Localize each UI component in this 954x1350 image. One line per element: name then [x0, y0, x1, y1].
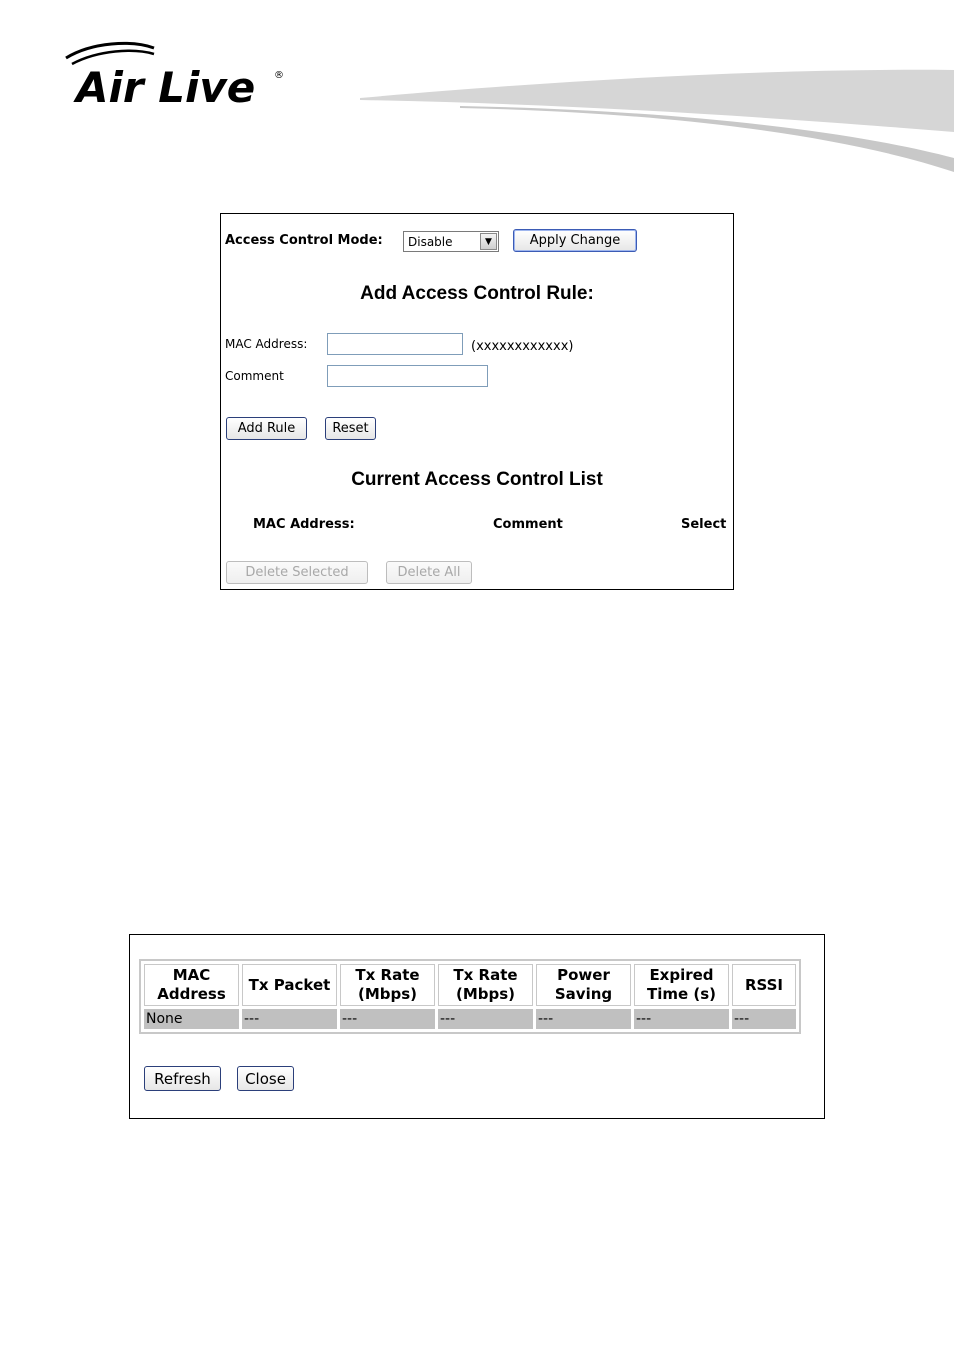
- column-select: Select: [681, 517, 727, 532]
- add-rule-heading: Add Access Control Rule:: [360, 283, 594, 304]
- column-comment: Comment: [493, 517, 563, 532]
- mac-address-label: MAC Address:: [225, 337, 308, 351]
- delete-selected-button[interactable]: Delete Selected: [226, 561, 368, 584]
- chevron-down-icon[interactable]: ▼: [480, 233, 497, 250]
- comment-label: Comment: [225, 369, 284, 383]
- access-control-panel: [220, 213, 734, 590]
- reset-button[interactable]: Reset: [325, 417, 376, 440]
- apply-change-button[interactable]: Apply Change: [513, 229, 637, 252]
- comment-input[interactable]: [327, 365, 488, 387]
- table-row: [144, 1009, 796, 1029]
- mac-address-input[interactable]: [327, 333, 463, 355]
- cell-power-saving: ---: [536, 1009, 631, 1029]
- airlive-logo: [62, 40, 292, 110]
- table-header-row: [144, 964, 796, 1006]
- cell-tx-packet: ---: [242, 1009, 337, 1029]
- header-tx-rate: Tx Rate (Mbps): [340, 964, 435, 1006]
- cell-expired-time: ---: [634, 1009, 729, 1029]
- svg-text:®: ®: [274, 70, 284, 81]
- header-tx-rate-2: Tx Rate (Mbps): [438, 964, 533, 1006]
- refresh-button[interactable]: Refresh: [144, 1066, 221, 1091]
- mode-selected-value: Disable: [408, 235, 453, 249]
- cell-mac: None: [144, 1009, 239, 1029]
- column-mac-address: MAC Address:: [253, 517, 355, 532]
- mac-format-hint: (xxxxxxxxxxxx): [471, 339, 574, 354]
- header-rssi: RSSI: [732, 964, 796, 1006]
- header-expired-time: Expired Time (s): [634, 964, 729, 1006]
- logo-text: Air Live: [76, 63, 256, 110]
- current-list-heading: Current Access Control List: [351, 469, 603, 490]
- access-control-mode-select[interactable]: [403, 231, 499, 252]
- cell-tx-rate-2: ---: [438, 1009, 533, 1029]
- header-power-saving: Power Saving: [536, 964, 631, 1006]
- header-tx-packet: Tx Packet: [242, 964, 337, 1006]
- close-button[interactable]: Close: [237, 1066, 294, 1091]
- header-swoosh: [340, 60, 954, 190]
- active-stations-panel: [129, 934, 825, 1119]
- cell-rssi: ---: [732, 1009, 796, 1029]
- header-mac-address: MAC Address: [144, 964, 239, 1006]
- add-rule-button[interactable]: Add Rule: [226, 417, 307, 440]
- cell-tx-rate: ---: [340, 1009, 435, 1029]
- station-table: [139, 959, 801, 1034]
- access-control-mode-label: Access Control Mode:: [225, 233, 383, 248]
- delete-all-button[interactable]: Delete All: [386, 561, 472, 584]
